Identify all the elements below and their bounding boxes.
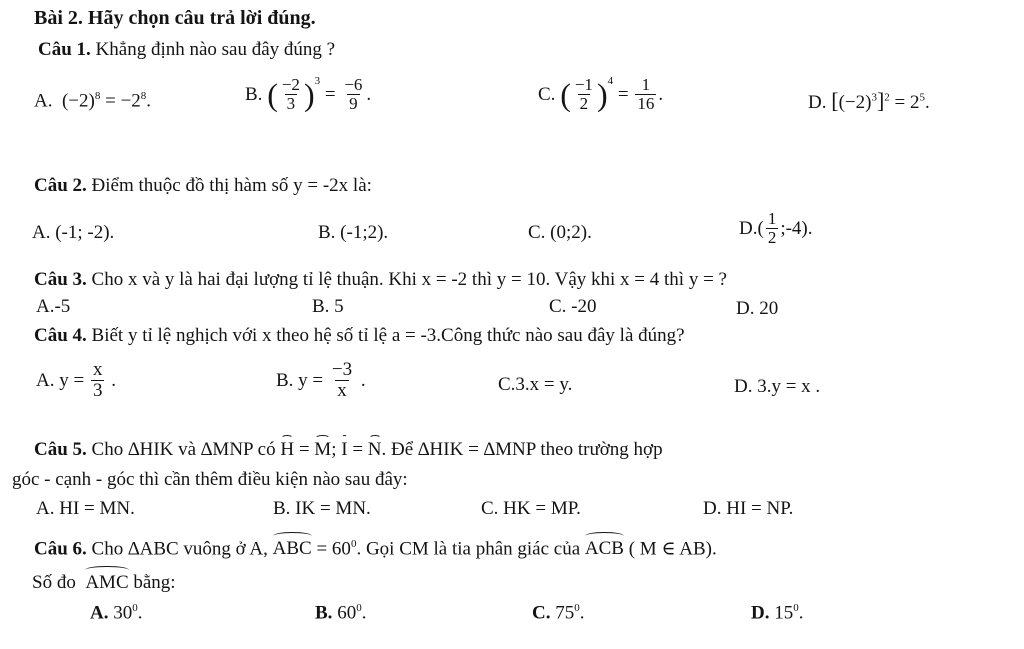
q4-option-b[interactable]: B. y = $\frac{-3}{x}$ . xyxy=(276,359,366,401)
q1-option-a[interactable]: A. $(-2)^8 = -2^8$. xyxy=(34,90,152,112)
question-6-label: Câu 6. xyxy=(34,538,87,560)
q1-option-c[interactable]: C. ( $\frac{-1}{2}$ )$^4$ = $\frac{1}{16}$ . xyxy=(538,75,664,113)
question-4-text: Biết y tỉ lệ nghịch với x theo hệ số tỉ lệ a = -3.Công thức nào sau đây là đúng? xyxy=(91,325,685,346)
question-3-label: Câu 3. xyxy=(34,269,87,290)
q5-option-a[interactable]: A. HI = MN. xyxy=(36,498,135,519)
q1-option-d[interactable]: D. $[(-2)^3]^2 = 2^5$. xyxy=(808,88,930,113)
q6-option-d[interactable]: D. $15^0$. xyxy=(751,602,804,624)
question-6: Câu 6. Cho ∆ABC vuông ở A, ABC = $60^0$. Gọi CM là tia phân giác của ACB ( M ∈ AB). xyxy=(34,538,717,560)
question-5-label: Câu 5. xyxy=(34,439,87,460)
q6-option-c[interactable]: C. $75^0$. xyxy=(532,602,585,624)
question-1 xyxy=(38,40,335,59)
q2-option-c[interactable]: C. (0;2). xyxy=(528,222,592,243)
question-1-label: Câu 1. xyxy=(38,39,91,60)
question-6-text-continued: Số đo AMC bằng: xyxy=(32,572,176,593)
q4-option-a[interactable]: A. y = $\frac{x}{3}$ . xyxy=(36,359,116,401)
q3-option-b[interactable]: B. 5 xyxy=(312,296,344,317)
angle-acb: ACB xyxy=(584,538,624,560)
question-3 xyxy=(34,270,727,289)
question-2 xyxy=(34,176,372,195)
q2-option-b[interactable]: B. (-1;2). xyxy=(318,222,389,243)
q6-option-a[interactable]: A. $30^0$. xyxy=(90,602,143,624)
question-2-label: Câu 2. xyxy=(34,175,87,196)
exercise-title: Bài 2. Hãy chọn câu trả lời đúng. xyxy=(34,7,316,29)
question-4 xyxy=(34,326,685,345)
q3-option-a[interactable]: A.-5 xyxy=(36,296,71,317)
q3-option-d[interactable]: D. 20 xyxy=(736,298,779,319)
question-5: Câu 5. Cho ∆HIK và ∆MNP có H = M; I = N. Để ∆HIK = ∆MNP theo trường hợp xyxy=(34,439,663,460)
angle-abc: ABC xyxy=(272,538,312,560)
q5-option-c[interactable]: C. HK = MP. xyxy=(481,498,581,519)
q1-option-b[interactable]: B. ( $\frac{-2}{3}$ )$^3$ = $\frac{-6}{9}$ . xyxy=(245,75,372,113)
q4-option-d[interactable]: D. 3.y = x . xyxy=(734,376,821,397)
question-1-text: Khẳng định nào sau đây đúng ? xyxy=(95,39,336,60)
q3-option-c[interactable]: C. -20 xyxy=(549,296,597,317)
q5-option-b[interactable]: B. IK = MN. xyxy=(273,498,371,519)
q2-option-d[interactable]: D.( $\frac{1}{2}$ ;-4). xyxy=(739,209,813,247)
q4-option-c[interactable]: C.3.x = y. xyxy=(498,374,573,395)
question-2-text: Điểm thuộc đồ thị hàm số y = -2x là: xyxy=(91,175,372,196)
q5-option-d[interactable]: D. HI = NP. xyxy=(703,498,794,519)
angle-amc: AMC xyxy=(85,572,129,593)
question-5-text-continued: góc - cạnh - góc thì cần thêm điều kiện nào sau đây: xyxy=(12,469,408,490)
q2-option-a[interactable]: A. (-1; -2). xyxy=(32,222,115,243)
q6-option-b[interactable]: B. $60^0$. xyxy=(315,602,367,624)
question-3-text: Cho x và y là hai đại lượng tỉ lệ thuận. Khi x = -2 thì y = 10. Vậy khi x = 4 thì y = ? xyxy=(91,269,727,290)
question-4-label: Câu 4. xyxy=(34,325,87,346)
